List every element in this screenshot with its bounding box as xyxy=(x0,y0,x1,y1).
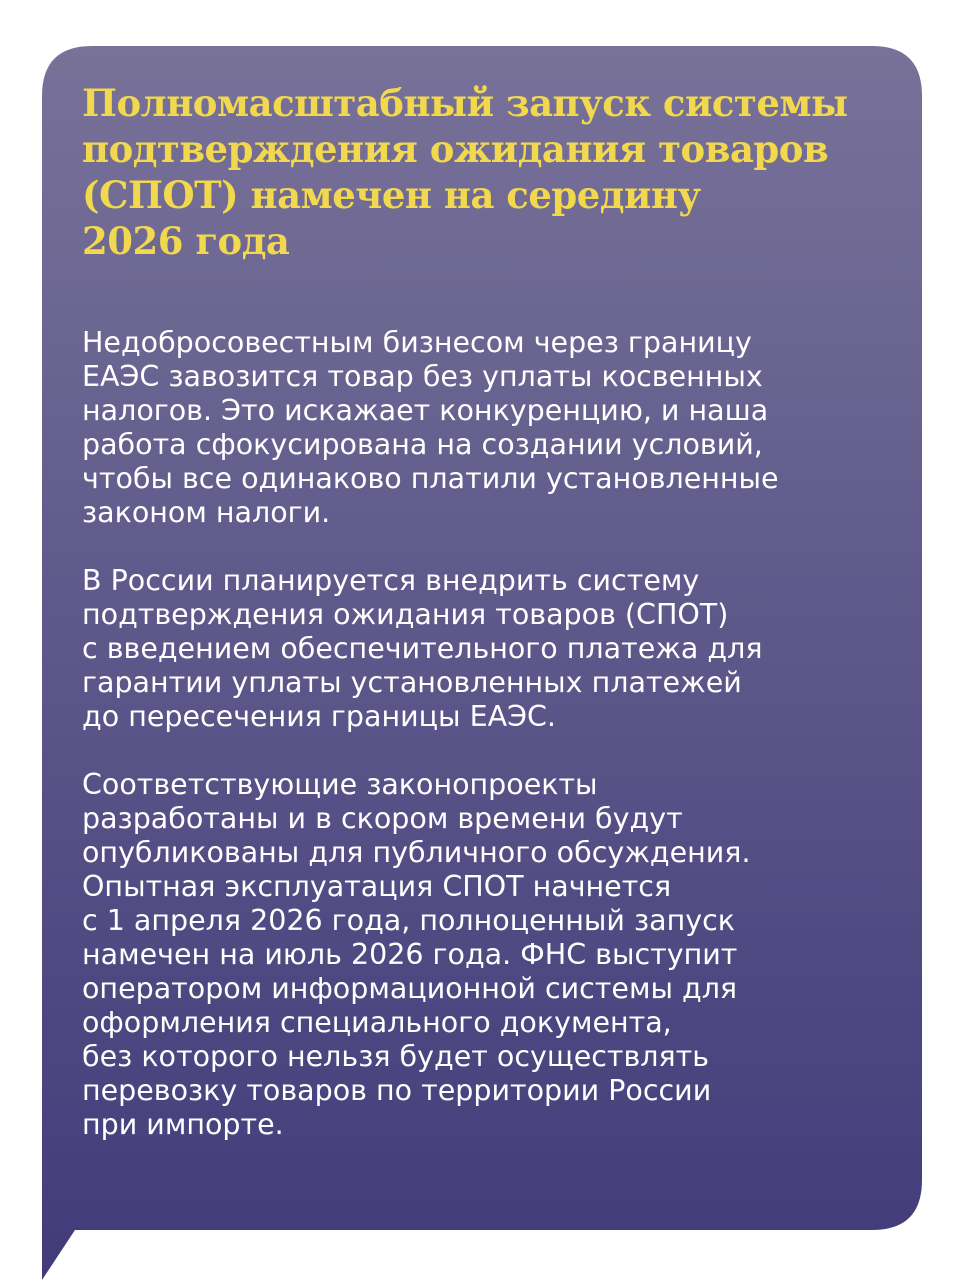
headline-line: Полномасштабный запуск системы xyxy=(82,81,848,125)
text-line: Опытная эксплуатация СПОТ начнется xyxy=(82,870,672,903)
text-line: перевозку товаров по территории России xyxy=(82,1074,712,1107)
text-line: налогов. Это искажает конкуренцию, и наша xyxy=(82,394,769,427)
paragraph-1 xyxy=(82,326,882,530)
text-line: В России планируется внедрить систему xyxy=(82,564,700,597)
text-line: ЕАЭС завозится товар без уплаты косвенных xyxy=(82,360,763,393)
text-line: опубликованы для публичного обсуждения. xyxy=(82,836,751,869)
text-line: работа сфокусирована на создании условий, xyxy=(82,428,763,461)
article-body xyxy=(82,326,882,1142)
paragraph-3 xyxy=(82,768,882,1142)
text-line: гарантии уплаты установленных платежей xyxy=(82,666,742,699)
text-line: при импорте. xyxy=(82,1108,284,1141)
text-line: без которого нельзя будет осуществлять xyxy=(82,1040,710,1073)
text-line: подтверждения ожидания товаров (СПОТ) xyxy=(82,598,729,631)
text-line: чтобы все одинаково платили установленные xyxy=(82,462,779,495)
text-line: оформления специального документа, xyxy=(82,1006,672,1039)
paragraph-2 xyxy=(82,564,882,734)
text-line: до пересечения границы ЕАЭС. xyxy=(82,700,556,733)
text-line: Соответствующие законопроекты xyxy=(82,768,598,801)
text-line: Недобросовестным бизнесом через границу xyxy=(82,326,752,359)
text-line: с введением обеспечительного платежа для xyxy=(82,632,763,665)
text-line: намечен на июль 2026 года. ФНС выступит xyxy=(82,938,738,971)
headline-line: подтверждения ожидания товаров xyxy=(82,127,829,171)
text-line: законом налоги. xyxy=(82,496,331,529)
headline xyxy=(82,80,882,264)
headline-line: (СПОТ) намечен на середину xyxy=(82,173,701,217)
text-line: разработаны и в скором времени будут xyxy=(82,802,683,835)
text-line: с 1 апреля 2026 года, полноценный запуск xyxy=(82,904,735,937)
headline-line: 2026 года xyxy=(82,219,290,263)
text-line: оператором информационной системы для xyxy=(82,972,738,1005)
content-card xyxy=(42,46,922,1230)
